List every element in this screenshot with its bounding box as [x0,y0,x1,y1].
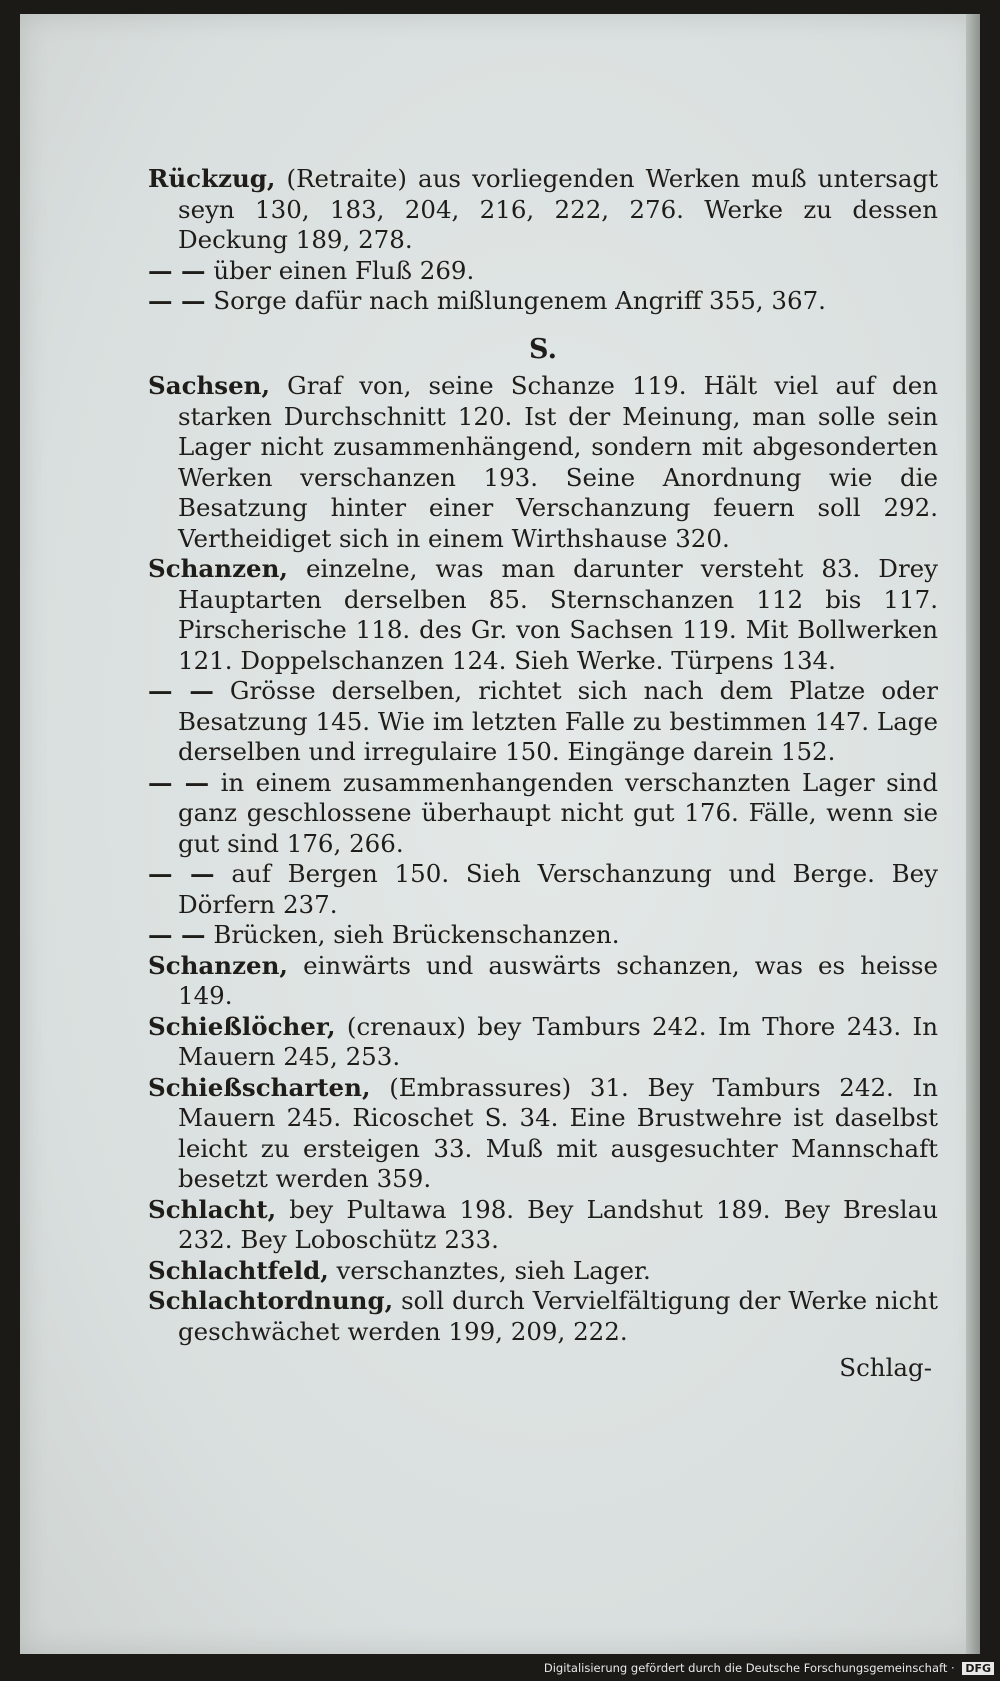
entry-text: (crenaux) bey Tamburs 242. Im Thore 243. In Mauern 245, 253. [178,1011,938,1071]
entry-text: Brücken, sieh Brückenschanzen. [205,920,620,949]
index-entry [148,951,938,1012]
index-entry [148,1012,938,1073]
entry-headword: — — [148,859,215,888]
index-entry [148,1195,938,1256]
index-entry [148,859,938,920]
index-entry [148,676,938,768]
entry-headword: — — [148,676,214,705]
entry-headword: Schanzen, [148,554,288,583]
entry-headword: Schießscharten, [148,1072,371,1102]
book-spine-edge [966,14,980,1654]
index-entries-r [148,164,938,317]
entry-headword: Schlacht, [148,1194,277,1224]
index-entry [148,371,938,554]
entry-headword: Schlachtordnung, [148,1286,394,1315]
index-entry [148,256,938,287]
index-entry [148,1286,938,1347]
entry-headword: Sachsen, [148,371,271,400]
index-entry [148,554,938,676]
entry-text: einwärts und auswärts schanzen, was es heisse 149. [178,950,938,1010]
entry-text: Grösse derselben, richtet sich nach dem Platze oder Besatzung 145. Wie im letzten Falle zu bestimmen 147. Lage derselben und irregulaire 150. Eingänge darein 152. [178,676,938,766]
entry-headword: Schanzen, [148,950,288,980]
index-entry [148,286,938,317]
entry-headword: — — [148,920,206,949]
digitization-footer [0,1661,994,1675]
index-text [148,164,938,1384]
index-entry [148,1256,938,1287]
entry-text: Graf von, seine Schanze 119. Hält viel auf den starken Durchschnitt 120. Ist der Meinung, man solle sein Lager nicht zusammenhängend, sondern mit abgesonderten Werken verschanzen 193. Seine Anordnung wie die Besatzung hinter einer Verschanzung feuern soll 292. Vertheidiget sich in einem Wirthshause 320. [178,371,938,553]
index-entry [148,164,938,256]
entry-text: verschanztes, sieh Lager. [328,1255,651,1285]
entry-headword: Schießlöcher, [148,1011,336,1041]
entry-text: soll durch Vervielfältigung der Werke nicht geschwächet werden 199, 209, 222. [178,1286,938,1346]
entry-headword: — — [148,255,206,285]
index-entries-s [148,371,938,1347]
index-entry [148,1073,938,1195]
scanned-page [20,14,980,1654]
entry-headword: — — [148,767,210,797]
entry-text: einzelne, was man darunter versteht 83. Drey Hauptarten derselben 85. Sternschanzen 112 bis 117. Pirscherische 118. des Gr. von Sachsen 119. Mit Bollwerken 121. Doppelschanzen 124. Sieh Werke. Türpens 134. [178,554,938,675]
entry-text: Sorge dafür nach mißlungenem Angriff 355, 367. [205,286,826,315]
entry-text: (Retraite) aus vorliegenden Werken muß untersagt seyn 130, 183, 204, 216, 222, 276. Werke zu dessen Deckung 189, 278. [178,164,938,254]
footer-text: Digitalisierung gefördert durch die Deutsche Forschungsgemeinschaft · [543,1661,955,1675]
entry-text: auf Bergen 150. Sieh Verschanzung und Berge. Bey Dörfern 237. [178,859,939,919]
entry-headword: — — [148,286,206,315]
entry-headword: Schlachtfeld, [148,1255,329,1285]
catchword: Schlag- [839,1353,932,1382]
dfg-logo: DFG [962,1662,994,1675]
section-letter: S. [529,333,557,365]
index-entry [148,768,938,860]
entry-text: (Embrassures) 31. Bey Tamburs 242. In Mauern 245. Ricoschet S. 34. Eine Brustwehre ist daselbst leicht zu ersteigen 33. Muß mit ausgesuchter Mannschaft besetzt werden 359. [178,1072,938,1193]
entry-headword: Rückzug, [148,164,276,193]
entry-text: in einem zusammenhangenden verschanzten Lager sind ganz geschlossene überhaupt nicht gut 176. Fälle, wenn sie gut sind 176, 266. [178,767,939,858]
index-entry [148,920,938,951]
entry-text: über einen Fluß 269. [205,255,475,285]
entry-text: bey Pultawa 198. Bey Landshut 189. Bey Breslau 232. Bey Loboschütz 233. [178,1194,938,1254]
